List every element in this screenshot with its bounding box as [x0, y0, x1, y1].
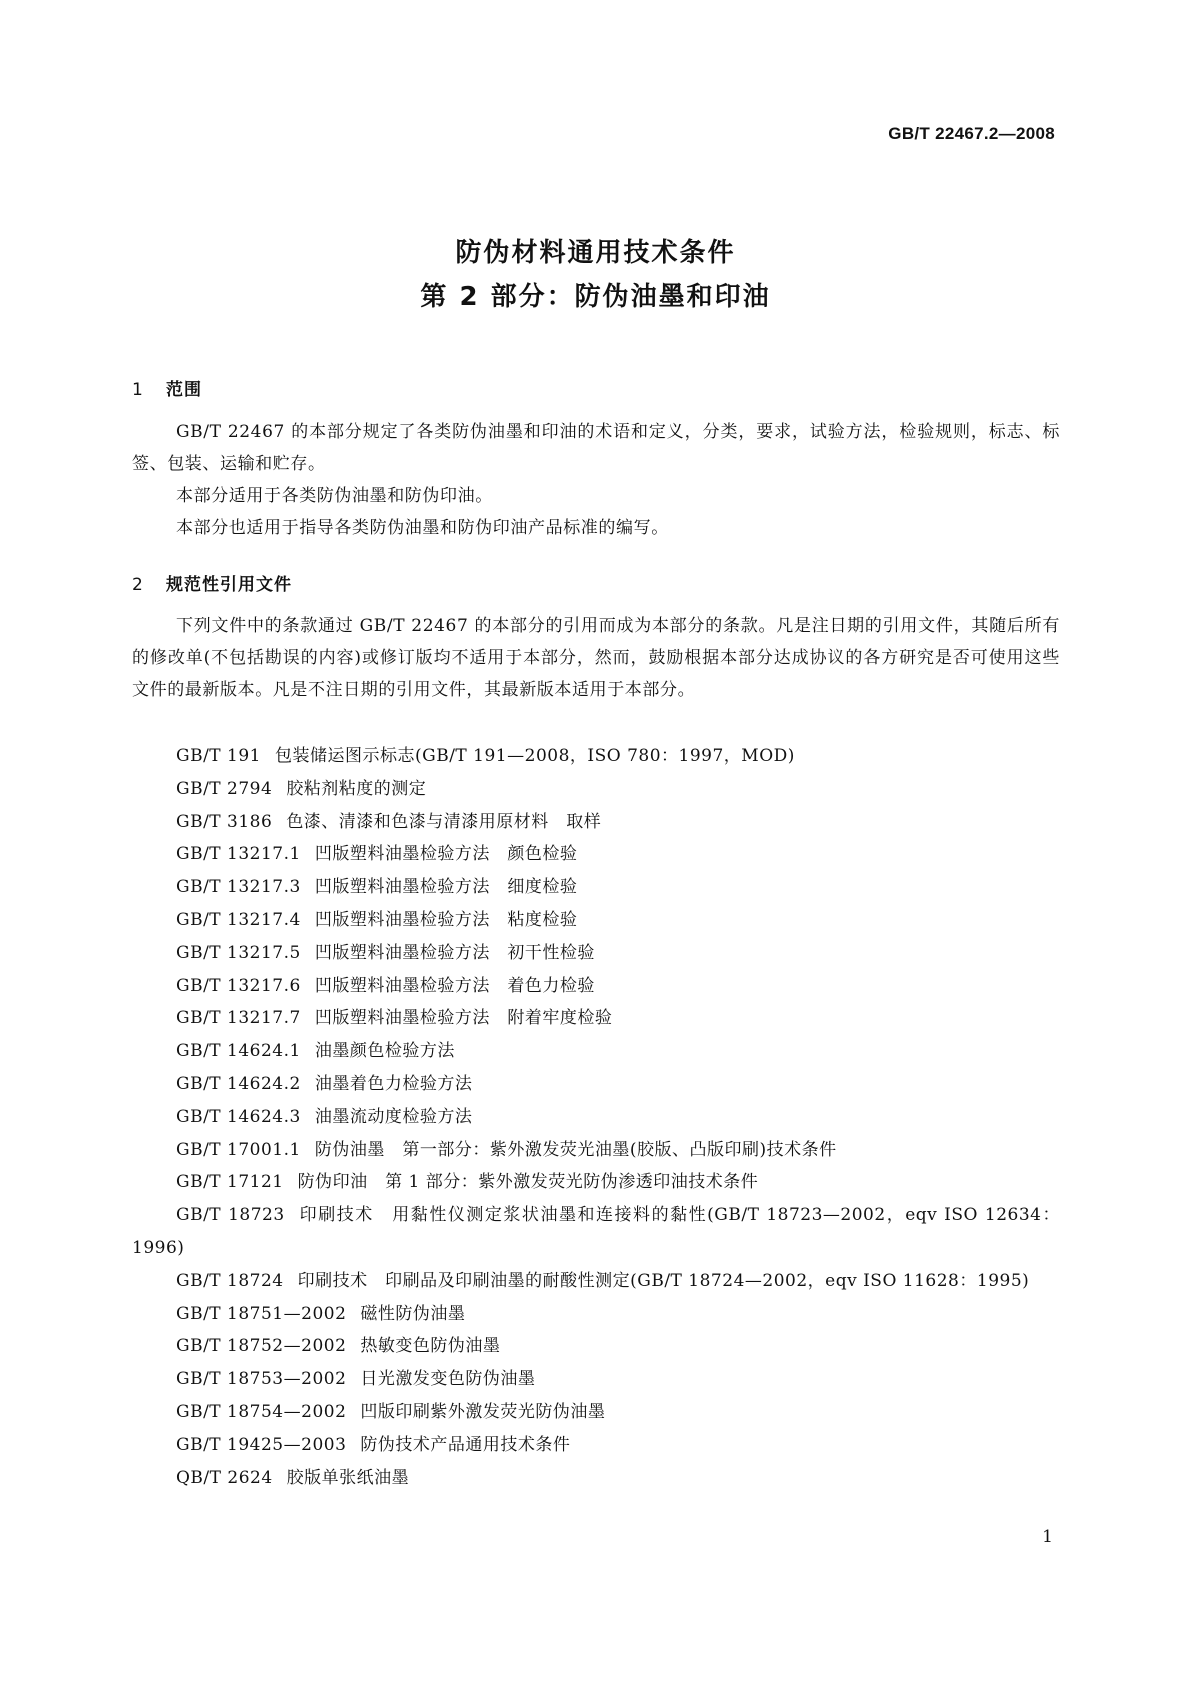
reference-item	[132, 1035, 1060, 1068]
reference-code: GB/T 13217.3	[176, 877, 301, 898]
scope-paragraph: GB/T 22467 的本部分规定了各类防伪油墨和印油的术语和定义，分类，要求，试验方法，检验规则，标志、标签、包装、运输和贮存。	[132, 422, 1060, 474]
reference-code: GB/T 17001.1	[176, 1139, 301, 1160]
document-subtitle: 第 2 部分：防伪油墨和印油	[420, 282, 771, 312]
reference-title: 胶粘剂粘度的测定	[286, 778, 427, 799]
reference-title: 凹版塑料油墨检验方法 初干性检验	[314, 942, 595, 963]
reference-code: GB/T 13217.1	[176, 844, 301, 865]
reference-item	[132, 1330, 1060, 1363]
reference-item	[132, 740, 1060, 773]
reference-title: 印刷技术 印刷品及印刷油墨的耐酸性测定(GB/T 18724—2002，eqv ISO 11628：1995)	[297, 1270, 1030, 1291]
section-title: 范围	[166, 380, 202, 400]
reference-item	[132, 1068, 1060, 1101]
document-title: 防伪材料通用技术条件	[455, 238, 736, 268]
reference-title: 油墨着色力检验方法	[314, 1073, 473, 1094]
reference-item	[132, 773, 1060, 806]
reference-code: GB/T 18723	[176, 1205, 285, 1226]
reference-code: GB/T 18751—2002	[176, 1303, 347, 1324]
reference-item	[132, 1199, 1060, 1265]
reference-title: 凹版塑料油墨检验方法 细度检验	[314, 877, 578, 898]
reference-title: 热敏变色防伪油墨	[360, 1336, 501, 1357]
reference-item	[132, 1134, 1060, 1167]
reference-title: 磁性防伪油墨	[360, 1303, 466, 1324]
reference-item	[132, 1462, 1060, 1495]
reference-code: GB/T 3186	[176, 811, 273, 832]
section-heading-scope	[132, 375, 202, 400]
reference-code: GB/T 17121	[176, 1172, 284, 1193]
reference-title: 日光激发变色防伪油墨	[360, 1369, 536, 1390]
reference-title: 凹版塑料油墨检验方法 附着牢度检验	[314, 1008, 613, 1029]
reference-title: 凹版塑料油墨检验方法 颜色检验	[314, 844, 578, 865]
reference-code: GB/T 14624.2	[176, 1073, 301, 1094]
reference-code: GB/T 19425—2003	[176, 1434, 347, 1455]
reference-title: 凹版塑料油墨检验方法 着色力检验	[314, 975, 595, 996]
reference-code: GB/T 14624.3	[176, 1106, 301, 1127]
reference-title: 凹版塑料油墨检验方法 粘度检验	[314, 909, 578, 930]
reference-list	[132, 740, 1060, 1494]
reference-code: GB/T 18724	[176, 1270, 284, 1291]
reference-code: GB/T 13217.7	[176, 1008, 301, 1029]
reference-title: 凹版印刷紫外激发荧光防伪油墨	[360, 1401, 606, 1422]
scope-paragraph: 本部分适用于各类防伪油墨和防伪印油。	[176, 486, 493, 506]
reference-code: GB/T 13217.4	[176, 909, 301, 930]
reference-code: GB/T 13217.6	[176, 975, 301, 996]
reference-item	[132, 970, 1060, 1003]
reference-item	[132, 937, 1060, 970]
section-number: 1	[132, 380, 144, 400]
reference-code: GB/T 18753—2002	[176, 1369, 347, 1390]
reference-item	[132, 904, 1060, 937]
reference-item	[132, 1265, 1060, 1298]
reference-code: GB/T 18752—2002	[176, 1336, 347, 1357]
reference-item	[132, 871, 1060, 904]
reference-item	[132, 1101, 1060, 1134]
reference-item	[132, 1429, 1060, 1462]
page-number: 1	[1042, 1527, 1053, 1547]
scope-paragraph: 本部分也适用于指导各类防伪油墨和防伪印油产品标准的编写。	[176, 518, 669, 538]
reference-item	[132, 1363, 1060, 1396]
reference-item	[132, 838, 1060, 871]
reference-item	[132, 1298, 1060, 1331]
section-number: 2	[132, 575, 144, 595]
reference-code: GB/T 13217.5	[176, 942, 301, 963]
reference-code: GB/T 18754—2002	[176, 1401, 347, 1422]
reference-code: QB/T 2624	[176, 1467, 273, 1488]
reference-title: 包装储运图示标志(GB/T 191—2008，ISO 780：1997，MOD)	[275, 746, 795, 766]
references-intro-paragraph: 下列文件中的条款通过 GB/T 22467 的本部分的引用而成为本部分的条款。凡是注日期的引用文件，其随后所有的修改单(不包括勘误的内容)或修订版均不适用于本部分，然而，鼓励根据本部分达成协议的各方研究是否可使用这些文件的最新版本。凡是不注日期的引用文件，其最新版本适用于本部分。	[132, 616, 1060, 700]
reference-item	[132, 1166, 1060, 1199]
reference-item	[132, 1396, 1060, 1429]
reference-code: GB/T 14624.1	[176, 1041, 301, 1062]
reference-title: 油墨颜色检验方法	[314, 1041, 455, 1062]
standard-code: GB/T 22467.2—2008	[888, 124, 1055, 143]
reference-item	[132, 1002, 1060, 1035]
reference-title: 防伪技术产品通用技术条件	[360, 1434, 571, 1455]
reference-title: 色漆、清漆和色漆与清漆用原材料 取样	[286, 811, 602, 832]
section-heading-normative-references	[132, 570, 292, 595]
reference-title: 防伪油墨 第一部分：紫外激发荧光油墨(胶版、凸版印刷)技术条件	[314, 1139, 837, 1160]
reference-title: 防伪印油 第 1 部分：紫外激发荧光防伪渗透印油技术条件	[297, 1172, 759, 1193]
reference-code: GB/T 2794	[176, 778, 273, 799]
reference-title: 胶版单张纸油墨	[286, 1467, 410, 1488]
reference-item	[132, 806, 1060, 839]
reference-title: 油墨流动度检验方法	[314, 1106, 473, 1127]
reference-title: 印刷技术 用黏性仪测定浆状油墨和连接料的黏性(GB/T 18723—2002，eqv ISO 12634：1996)	[132, 1205, 1061, 1258]
reference-code: GB/T 191	[176, 746, 261, 766]
section-title: 规范性引用文件	[166, 575, 292, 595]
